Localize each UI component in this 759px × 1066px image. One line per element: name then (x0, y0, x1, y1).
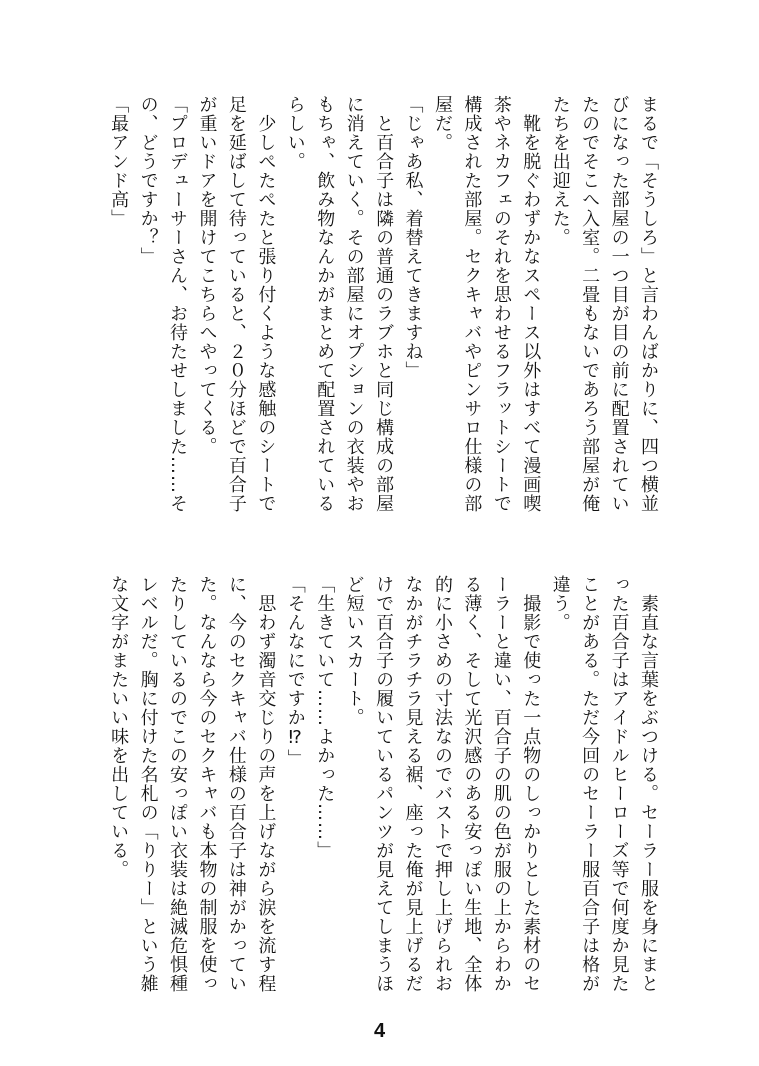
text-column: 「そんなにですか⁉」 (284, 575, 306, 768)
text-column: ことがある。ただ今回のセーラー服百合子は格が (579, 575, 601, 993)
text-column: なかがチラチラ見える裾、座った俺が見上げるだ (402, 575, 424, 993)
text-column: まるで「そうしろ」と言わんばかりに、四つ横並 (638, 95, 659, 513)
page-number: 4 (373, 1020, 386, 1042)
text-column: 「最アンド高」 (108, 95, 130, 228)
text-column: 違う。 (549, 575, 571, 632)
text-column: ーラーと違い、百合子の肌の色が服の上からわか (490, 575, 512, 993)
text-column: 靴を脱ぐわずかなスペース以外はすべて漫画喫 (520, 95, 542, 513)
text-column: 構成された部屋。セクキャバやピンサロ仕様の部 (461, 95, 483, 513)
lower-text-block (103, 575, 663, 1015)
text-column: に、今のセクキャバ仕様の百合子は神がかってい (225, 575, 247, 993)
text-column: もちゃ、飲み物なんかがまとめて配置されている (314, 95, 336, 513)
text-column: たちを出迎えた。 (549, 95, 571, 247)
text-column: 足を延ばして待っていると、２０分ほどで百合子 (225, 95, 247, 513)
text-column: 素直な言葉をぶつける。セーラー服を身にまと (638, 575, 659, 993)
text-column: た。なんなら今のセクキャバも本物の制服を使っ (196, 575, 218, 993)
text-column: 「生きていて……よかった……」 (314, 575, 336, 860)
text-column: けで百合子の履いているパンツが見えてしまうほ (373, 575, 395, 993)
text-column: たのでそこへ入室。二畳もないであろう部屋が俺 (579, 95, 601, 513)
text-column: が重いドアを開けてこちらへやってくる。 (196, 95, 218, 456)
text-column: の、どうですか？」 (137, 95, 159, 266)
text-column: 撮影で使った一点物のしっかりとした素材のセ (520, 575, 542, 993)
text-column: 屋だ。 (431, 95, 453, 152)
text-column: 的に小さめの寸法なのでバストで押し上げられお (431, 575, 453, 993)
text-column: ど短いスカート。 (343, 575, 365, 727)
text-column: った百合子はアイドルヒーローズ等で何度か見た (608, 575, 630, 993)
upper-text-block (103, 95, 663, 535)
text-column: 「じゃあ私、着替えてきますね」 (402, 95, 424, 380)
text-column: 茶やネカフェのそれを思わせるフラットシートで (490, 95, 512, 513)
text-column: に消えていく。その部屋にオプションの衣装やお (343, 95, 365, 513)
text-column: 少しぺたぺたと張り付くような感触のシートで (255, 95, 277, 513)
text-column: と百合子は隣の普通のラブホと同じ構成の部屋 (373, 95, 395, 513)
text-column: たりしているのでこの安っぽい衣装は絶滅危惧種 (167, 575, 188, 993)
text-column: る薄く、そして光沢感のある安っぽい生地、全体 (461, 575, 483, 993)
text-column: 「プロデューサーさん、お待たせしました……そ (167, 95, 188, 513)
text-column: な文字がまたいい味を出している。 (108, 575, 130, 879)
text-column: 思わず濁音交じりの声を上げながら涙を流す程 (255, 575, 277, 993)
text-column: レベルだ。胸に付けた名札の「りりー」という雑 (137, 575, 159, 993)
text-column: びになった部屋の一つ目が目の前に配置されてい (608, 95, 630, 513)
text-column: らしい。 (284, 95, 306, 171)
